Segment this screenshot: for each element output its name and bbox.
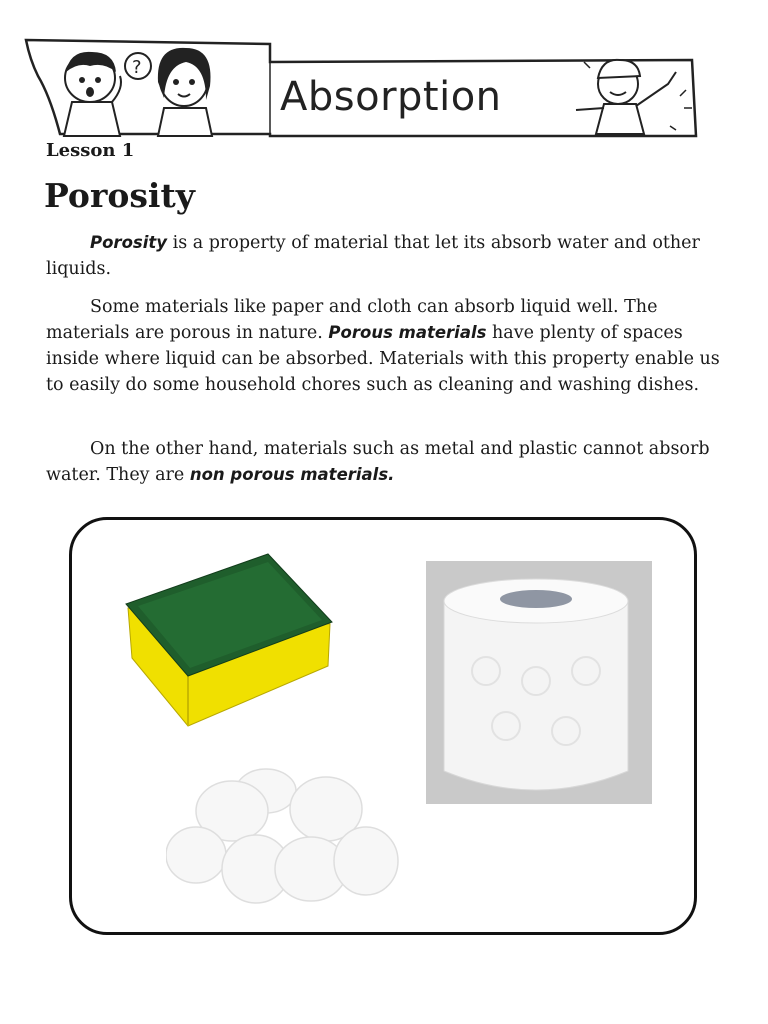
lesson-label: Lesson 1 (46, 140, 135, 161)
cotton-balls-image (166, 765, 400, 910)
question-bubble-icon (125, 53, 151, 79)
paragraph-porous-materials (46, 294, 726, 398)
banner-title: Absorption (280, 74, 502, 120)
paragraph-text: have plenty of spaces inside where liquid can be absorbed. Materials with this property enable us to easily do some household chores such as cleaning and washing dishes. (46, 323, 720, 395)
paragraph-text: is a property of material that let its absorb water and other liquids. (46, 233, 700, 279)
term-porous-materials: Porous materials (328, 323, 487, 342)
term-porosity: Porosity (90, 233, 168, 252)
sponge-image (118, 548, 338, 733)
paragraph-non-porous (46, 436, 726, 488)
term-non-porous-materials: non porous materials. (189, 465, 395, 484)
paragraph-text: On the other hand, materials such as metal and plastic cannot absorb water. They are (46, 439, 710, 485)
girl-cartoon-icon (158, 48, 212, 136)
page-title: Porosity (44, 176, 195, 215)
paragraph-porosity-definition (46, 230, 726, 282)
question-mark: ? (132, 57, 142, 78)
paragraph-text: Some materials like paper and cloth can absorb liquid well. The materials are porous in nature. (46, 297, 658, 343)
toilet-paper-image (426, 561, 652, 804)
